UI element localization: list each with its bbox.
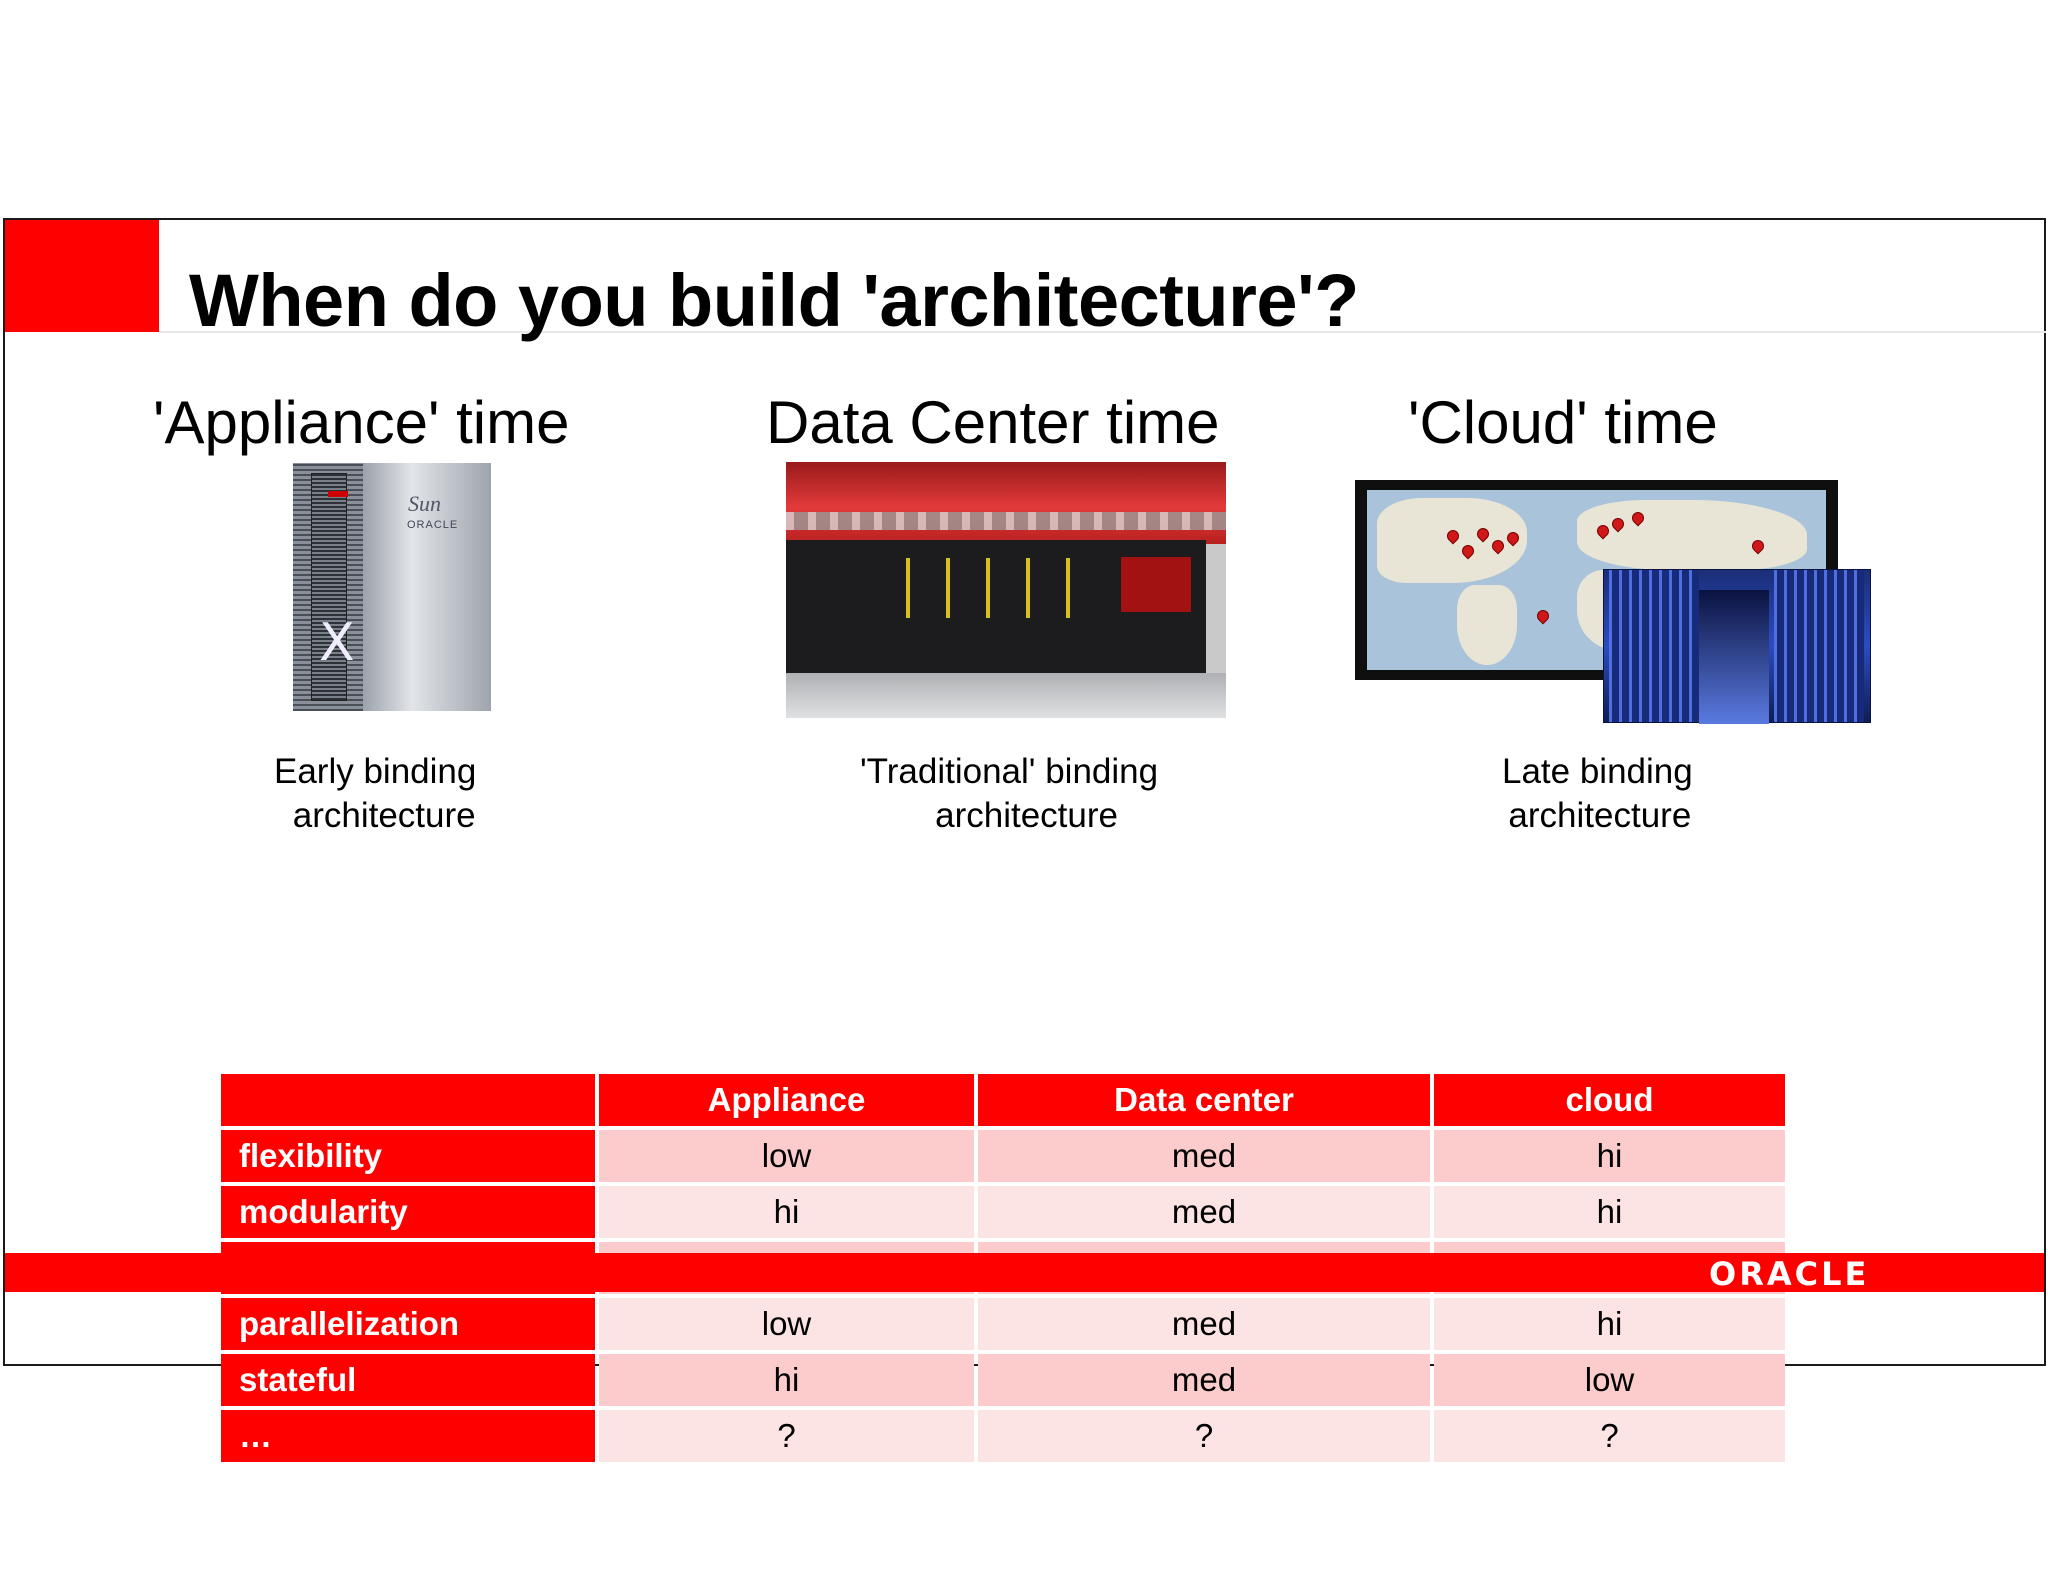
table-cell: low: [1434, 1354, 1785, 1406]
table-cell: med: [978, 1298, 1430, 1350]
dc-cable-trays: [786, 512, 1226, 530]
rack-x-mark: X: [319, 613, 355, 673]
row-label: …: [221, 1410, 595, 1462]
rack-status-light: [328, 491, 348, 497]
dc-red-panel: [1121, 557, 1191, 612]
heading-appliance-time: 'Appliance' time: [153, 389, 570, 456]
table-cell: med: [978, 1186, 1430, 1238]
row-label: stateful: [221, 1354, 595, 1406]
table-row: [221, 1354, 1785, 1406]
dc-floor: [786, 673, 1226, 718]
table-header-cloud: cloud: [1434, 1074, 1785, 1126]
appliance-rack-image: [293, 463, 491, 711]
row-label: modularity: [221, 1186, 595, 1238]
table-cell: ?: [599, 1410, 974, 1462]
heading-data-center-time: Data Center time: [766, 389, 1220, 456]
heading-cloud-time: 'Cloud' time: [1408, 389, 1718, 456]
data-center-image: [786, 462, 1226, 718]
table-header-data-center: Data center: [978, 1074, 1430, 1126]
row-label: flexibility: [221, 1130, 595, 1182]
slide-frame: [3, 218, 2046, 1454]
oracle-logo: ORACLE: [1709, 1255, 1870, 1293]
table-cell: low: [599, 1130, 974, 1182]
table-header-blank: [221, 1074, 595, 1126]
rack-brand-sun: Sun: [408, 491, 441, 516]
server-room-image: [1603, 569, 1871, 723]
caption-traditional-binding: 'Traditional' binding architecture: [860, 752, 1159, 835]
table-row: [221, 1410, 1785, 1462]
table-row: [221, 1186, 1785, 1238]
table-row: [221, 1298, 1785, 1350]
table-header-appliance: Appliance: [599, 1074, 974, 1126]
table-cell: hi: [599, 1354, 974, 1406]
table-cell: med: [978, 1130, 1430, 1182]
table-cell: hi: [1434, 1186, 1785, 1238]
dc-ceiling: [786, 462, 1226, 544]
table-cell: hi: [599, 1186, 974, 1238]
table-cell: hi: [1434, 1130, 1785, 1182]
table-row: [221, 1130, 1785, 1182]
title-accent-block: [5, 220, 159, 332]
table-cell: med: [978, 1354, 1430, 1406]
table-cell: low: [599, 1298, 974, 1350]
caption-early-binding: Early binding architecture: [274, 752, 477, 835]
table-cell: ?: [978, 1410, 1430, 1462]
slide-title: When do you build 'architecture'?: [189, 259, 1359, 342]
table-cell: hi: [1434, 1298, 1785, 1350]
row-label: parallelization: [221, 1298, 595, 1350]
table-header-row: [221, 1074, 1785, 1126]
rack-brand-oracle: ORACLE: [407, 519, 459, 531]
caption-late-binding: Late binding architecture: [1502, 752, 1693, 835]
table-cell: ?: [1434, 1410, 1785, 1462]
